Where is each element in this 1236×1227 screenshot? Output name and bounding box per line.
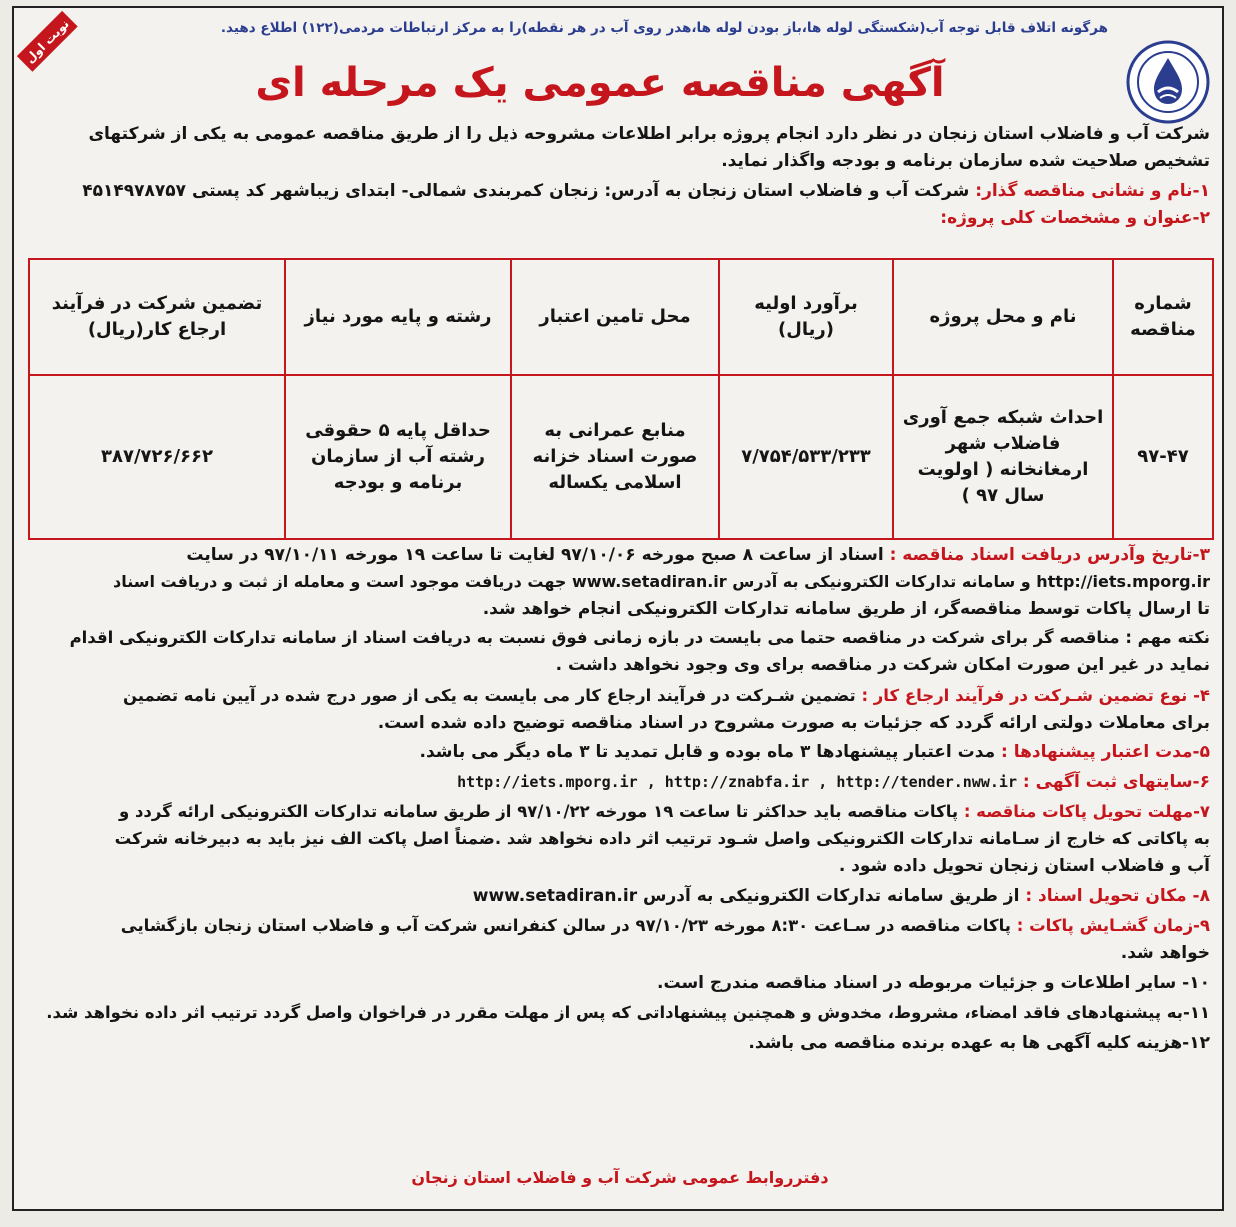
- section-10: ۱۰- سایر اطلاعات و جزئیات مربوطه در اسناد مناقصه مندرج است.: [656, 973, 1210, 993]
- important-note-line-1: نکته مهم : مناقصه گر برای شرکت در مناقصه حتما می بایست در بازه زمانی فوق نسبت به دریافت اسناد از سامانه تدارکات الکترونیکی اقدام: [69, 628, 1210, 647]
- estimate-cell: ۷/۷۵۴/۵۳۳/۲۳۳: [719, 375, 893, 539]
- section-11: ۱۱-به پیشنهادهای فاقد امضاء، مشروط، مخدوش و همچنین پیشنهاداتی که پس از مهلت مقرر در فراخوان واصل گردد ترتیب اثر داده نخواهد شد.: [46, 1003, 1210, 1022]
- section-3-text-1: اسناد از ساعت ۸ صبح مورخه ۹۷/۱۰/۰۶ لغایت تا ساعت ۱۹ مورخه ۹۷/۱۰/۱۱ در سایت: [186, 545, 884, 565]
- public-relations-signature: دفترروابط عمومی شرکت آب و فاضلاب استان زنجان: [411, 1168, 829, 1187]
- section-7-text-2: به پاکاتی که خارج از سـامانه تدارکات الکترونیکی واصل شـود ترتیب اثر داده نخواهد شد .ضمناً اصل پاکت الف نیز باید به دبیرخانه شرکت: [114, 829, 1210, 848]
- table-header: نام و محل پروژه: [893, 259, 1113, 375]
- notice-title: آگهی مناقصه عمومی یک مرحله ای: [255, 60, 945, 106]
- section-9: [20, 916, 1210, 935]
- important-note-line-2: نماید در غیر این صورت امکان شرکت در مناقصه برای وی وجود نخواهد داشت .: [555, 655, 1210, 675]
- section-9-text-2: خواهد شد.: [1120, 943, 1210, 963]
- project-table: [28, 258, 1214, 540]
- section-4-label: ۴- نوع تضمین شـرکت در فرآیند ارجاع کار :: [861, 686, 1210, 705]
- intro-line-1: شرکت آب و فاضلاب استان زنجان در نظر دارد انجام پروژه برابر اطلاعات مشروحه ذیل را از طریق مناقصه عمومی به یکی از شرکتهای: [88, 124, 1210, 144]
- funding-cell: منابع عمرانی به صورت اسناد خزانه اسلامی یکساله: [511, 375, 719, 539]
- section-6-sites: http://iets.mporg.ir , http://znabfa.ir , http://tender.nww.ir: [457, 773, 1017, 791]
- grade-cell: حداقل پایه ۵ حقوقی رشته آب از سازمان برنامه و بودجه: [285, 375, 511, 539]
- table-header: رشته و پایه مورد نیاز: [285, 259, 511, 375]
- section-4-text-1: تضمین شـرکت در فرآیند ارجاع کار می بایست به یکی از صور درج شده در آیین نامه تضمین: [122, 686, 856, 705]
- section-2: [20, 208, 1210, 228]
- section-7-text-1: پاکات مناقصه باید حداکثر تا ساعت ۱۹ مورخه ۹۷/۱۰/۲۲ از طریق سامانه تدارکات الکترونیکی ارائه گردد و: [118, 802, 959, 821]
- section-7: [20, 802, 1210, 821]
- table-header: برآورد اولیه (ریال): [719, 259, 893, 375]
- section-1-text: شرکت آب و فاضلاب استان زنجان به آدرس: زنجان کمربندی شمالی- ابتدای زیباشهر کد پستی ۴۵۱۴۹۷۸۷۵۷: [82, 181, 970, 201]
- section-6: [20, 772, 1210, 792]
- section-1: [20, 181, 1210, 201]
- section-4-text-2: برای معاملات دولتی ارائه گردد که جزئیات به صورت مشروح در اسناد مناقصه توضیح داده شده است.: [377, 713, 1210, 733]
- section-5-label: ۵-مدت اعتبار پیشنهادها :: [1001, 742, 1210, 762]
- section-8: [20, 886, 1210, 906]
- section-6-label: ۶-سایتهای ثبت آگهی :: [1022, 772, 1210, 792]
- section-5-text: مدت اعتبار پیشنهادها ۳ ماه بوده و قابل تمدید تا ۳ ماه دیگر می باشد.: [419, 742, 996, 762]
- section-12: ۱۲-هزینه کلیه آگهی ها به عهده برنده مناقصه می باشد.: [748, 1033, 1210, 1053]
- guarantee-cell: ۳۸۷/۷۲۶/۶۶۲: [29, 375, 285, 539]
- table-header: تضمین شرکت در فرآیند ارجاع کار(ریال): [29, 259, 285, 375]
- water-company-logo-icon: [1126, 40, 1210, 124]
- badge-label: نوبت اول: [17, 11, 78, 72]
- section-3-label: ۳-تاریخ وآدرس دریافت اسناد مناقصه :: [889, 545, 1210, 565]
- section-9-label: ۹-زمان گشـایش پاکات :: [1016, 916, 1210, 935]
- section-3-text-3: تا ارسال پاکات توسط مناقصه‌گر، از طریق سامانه تدارکات الکترونیکی انجام خواهد شد.: [482, 599, 1210, 619]
- section-3-text-2: http://iets.mporg.ir و سامانه تدارکات الکترونیکی به آدرس www.setadiran.ir جهت دریافت موجود است و معامله از ثبت و دریافت اسناد: [112, 572, 1210, 591]
- intro-line-2: تشخیص صلاحیت شده سازمان برنامه و بودجه واگذار نماید.: [721, 151, 1210, 171]
- section-1-label: ۱-نام و نشانی مناقصه گذار:: [975, 181, 1210, 201]
- table-header: محل تامین اعتبار: [511, 259, 719, 375]
- table-header: شماره مناقصه: [1113, 259, 1213, 375]
- section-8-label: ۸- مکان تحویل اسناد :: [1025, 886, 1210, 906]
- section-7-text-3: آب و فاضلاب استان زنجان تحویل داده شود .: [838, 856, 1210, 876]
- section-2-label: ۲-عنوان و مشخصات کلی پروژه:: [940, 208, 1210, 228]
- section-8-text: از طریق سامانه تدارکات الکترونیکی به آدرس www.setadiran.ir: [472, 886, 1020, 906]
- section-9-text-1: پاکات مناقصه در سـاعت ۸:۳۰ مورخه ۹۷/۱۰/۲۳ در سالن کنفرانس شرکت آب و فاضلاب استان زنجان بازگشایی: [120, 916, 1011, 935]
- section-5: [20, 742, 1210, 762]
- table-header-row: [29, 259, 1213, 375]
- tender-number-cell: ۹۷-۴۷: [1113, 375, 1213, 539]
- table-row: [29, 375, 1213, 539]
- section-3: [20, 545, 1210, 565]
- project-name-cell: احداث شبکه جمع آوری فاضلاب شهر ارمغانخانه ( اولویت سال ۹۷ ): [893, 375, 1113, 539]
- top-notice: هرگونه اتلاف قابل توجه آب(شکستگی لوله ها،باز بودن لوله ها،هدر روی آب در هر نقطه)را به مرکز ارتباطات مردمی(۱۲۲) اطلاع دهید.: [220, 20, 1108, 36]
- section-7-label: ۷-مهلت تحویل پاکات مناقصه :: [963, 802, 1210, 821]
- section-4: [20, 686, 1210, 705]
